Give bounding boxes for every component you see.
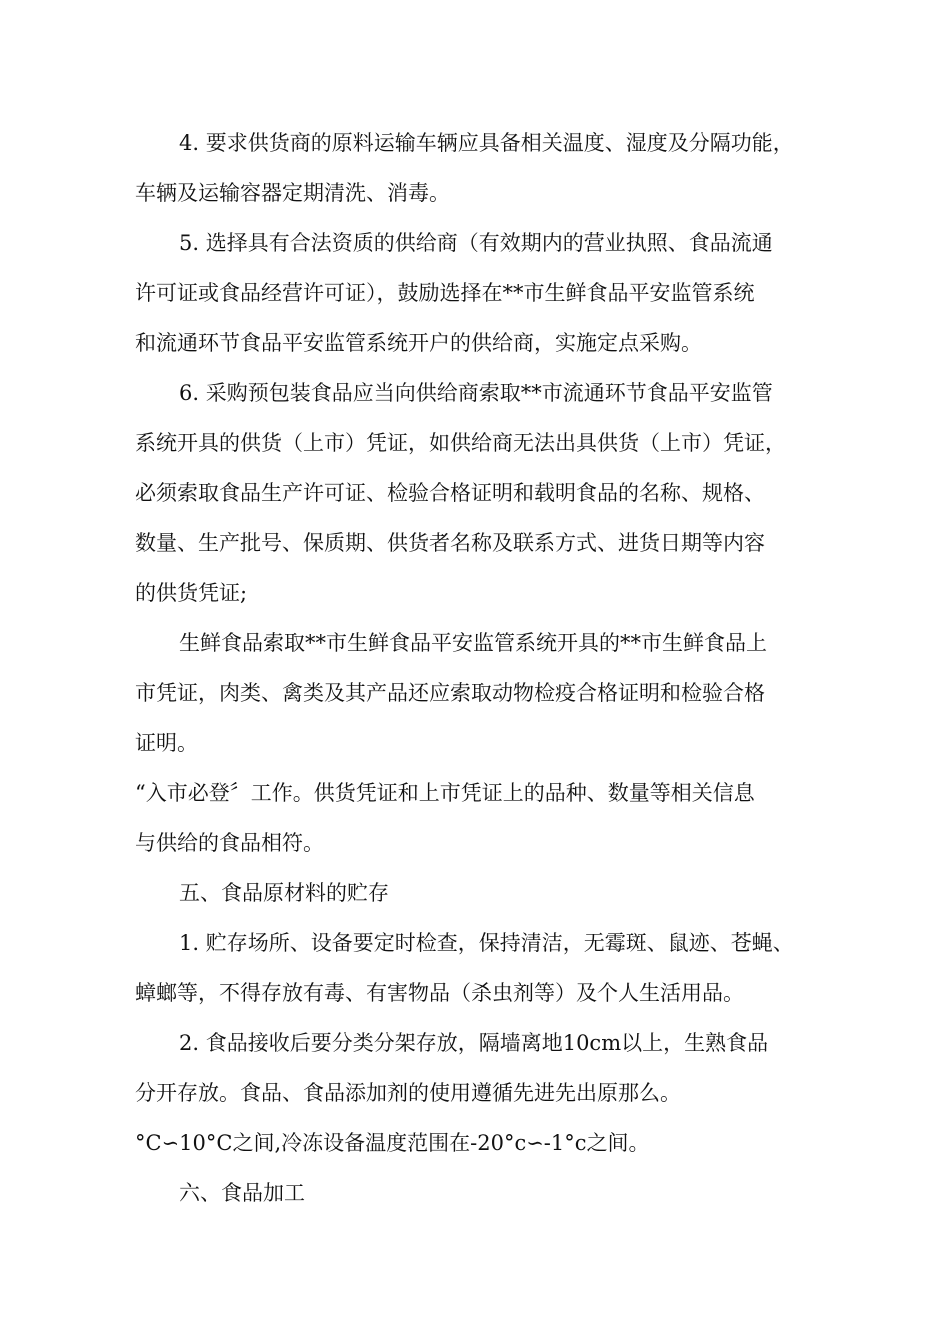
paragraph-line: 系统开具的供货（上市）凭证，如供给商无法出具供货（上市）凭证， (135, 431, 786, 455)
paragraph-line: 生鲜食品索取**市生鲜食品平安监管系统开具的**市生鲜食品上 (179, 631, 767, 655)
paragraph-line: 分开存放。食品、食品添加剂的使用遵循先进先出原那么。 (135, 1081, 681, 1105)
paragraph-line: 4. 要求供货商的原料运输车辆应具备相关温度、湿度及分隔功能， (179, 131, 794, 155)
paragraph-line: 1. 贮存场所、设备要定时检查，保持清洁，无霉斑、鼠迹、苍蝇、 (179, 931, 794, 955)
paragraph-line: 和流通环节食品平安监管系统开户的供给商，实施定点采购。 (135, 331, 702, 355)
paragraph-line: 数量、生产批号、保质期、供货者名称及联系方式、进货日期等内容 (135, 531, 765, 555)
section-heading: 六、食品加工 (179, 1181, 305, 1205)
paragraph-line: 蟑螂等，不得存放有毒、有害物品（杀虫剂等）及个人生活用品。 (135, 981, 744, 1005)
paragraph-line: 许可证或食品经营许可证），鼓励选择在**市生鲜食品平安监管系统 (135, 281, 755, 305)
paragraph-line: 2. 食品接收后要分类分架存放，隔墙离地10cm以上，生熟食品 (179, 1031, 769, 1055)
paragraph-line: 必须索取食品生产许可证、检验合格证明和载明食品的名称、规格、 (135, 481, 765, 505)
paragraph-line: 证明。 (135, 731, 198, 755)
paragraph-line: 与供给的食品相符。 (135, 831, 324, 855)
paragraph-line: °C∽10°C之间,冷冻设备温度范围在-20°c∽-1°c之间。 (135, 1131, 650, 1155)
section-heading: 五、食品原材料的贮存 (179, 881, 389, 905)
paragraph-line: 市凭证，肉类、禽类及其产品还应索取动物检疫合格证明和检验合格 (135, 681, 765, 705)
paragraph-line: “入市必登〞工作。供货凭证和上市凭证上的品种、数量等相关信息 (135, 781, 755, 805)
paragraph-line: 5. 选择具有合法资质的供给商（有效期内的营业执照、食品流通 (179, 231, 773, 255)
paragraph-line: 的供货凭证; (135, 581, 248, 605)
paragraph-line: 6. 采购预包装食品应当向供给商索取**市流通环节食品平安监管 (179, 381, 773, 405)
document-body (135, 118, 835, 1218)
paragraph-line: 车辆及运输容器定期清洗、消毒。 (135, 181, 450, 205)
